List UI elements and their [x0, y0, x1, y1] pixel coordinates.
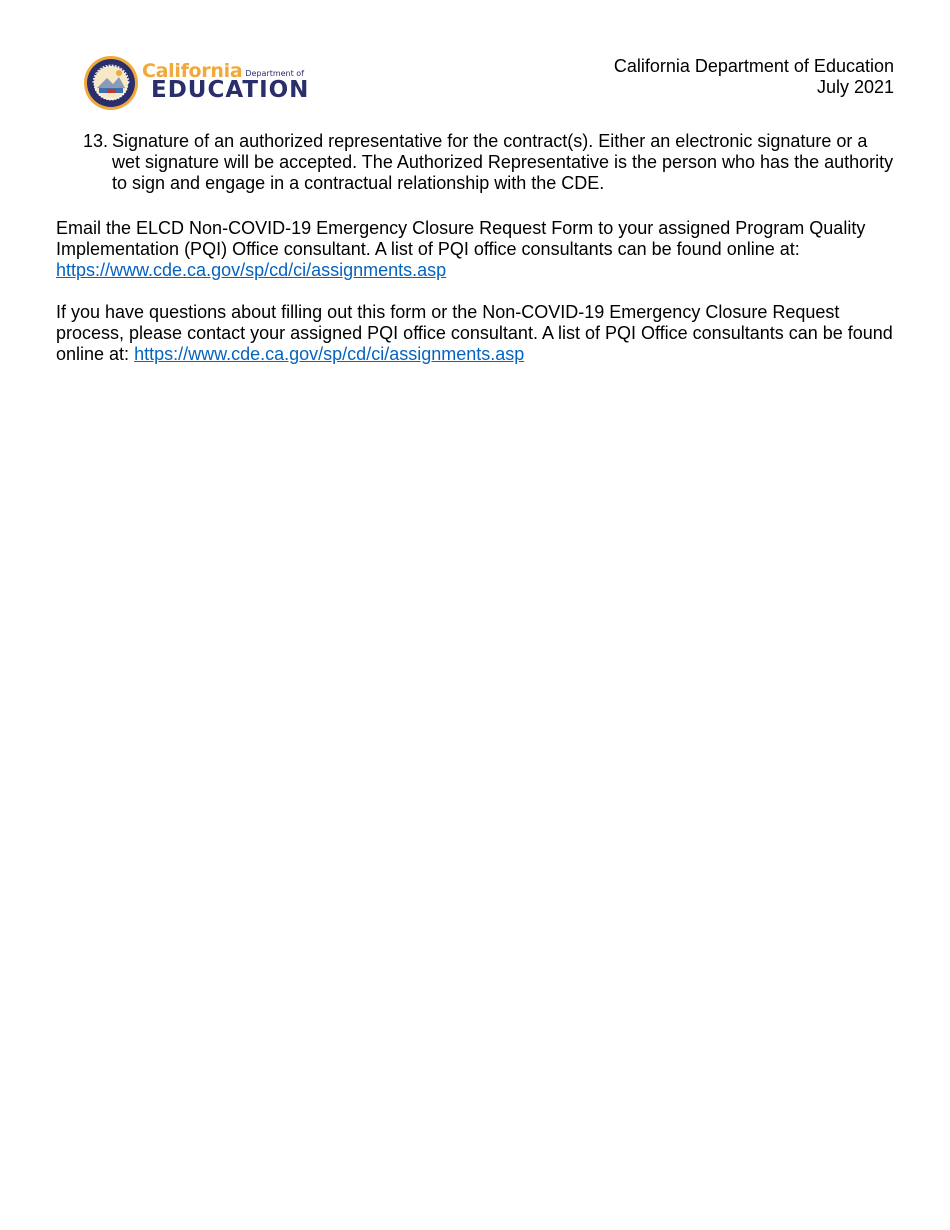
state-seal-icon [83, 55, 139, 111]
questions-paragraph [56, 302, 898, 365]
paragraph1-text: Email the ELCD Non-COVID-19 Emergency Closure Request Form to your assigned Program Quality Implementation (PQI) Office consultant. A list of PQI office consultants can be found online at: [56, 218, 866, 259]
list-item-number: 13. [83, 131, 109, 151]
logo-department-of: Department of [245, 69, 305, 78]
assignments-link[interactable]: https://www.cde.ca.gov/sp/cd/ci/assignments.asp [134, 344, 525, 364]
list-item-text: Signature of an authorized representative for the contract(s). Either an electronic signature or a wet signature will be accepted. The Authorized Representative is the person who has the authority to sign and engage in a contractual relationship with the CDE. [112, 131, 894, 193]
email-instructions-paragraph [56, 218, 898, 281]
header-date: July 2021 [816, 77, 894, 97]
cde-logo [83, 55, 310, 115]
list-item [83, 131, 898, 194]
assignments-link[interactable]: https://www.cde.ca.gov/sp/cd/ci/assignments.asp [56, 260, 447, 280]
paragraph2-text: If you have questions about filling out this form or the Non-COVID-19 Emergency Closure Request process, please contact your assigned PQI office consultant. A list of PQI Office consultants can be found online at: [56, 302, 893, 364]
document-header [614, 56, 894, 98]
logo-california: California [142, 60, 243, 82]
logo-education: EDUCATION [151, 77, 310, 103]
header-organization: California Department of Education [613, 56, 894, 76]
